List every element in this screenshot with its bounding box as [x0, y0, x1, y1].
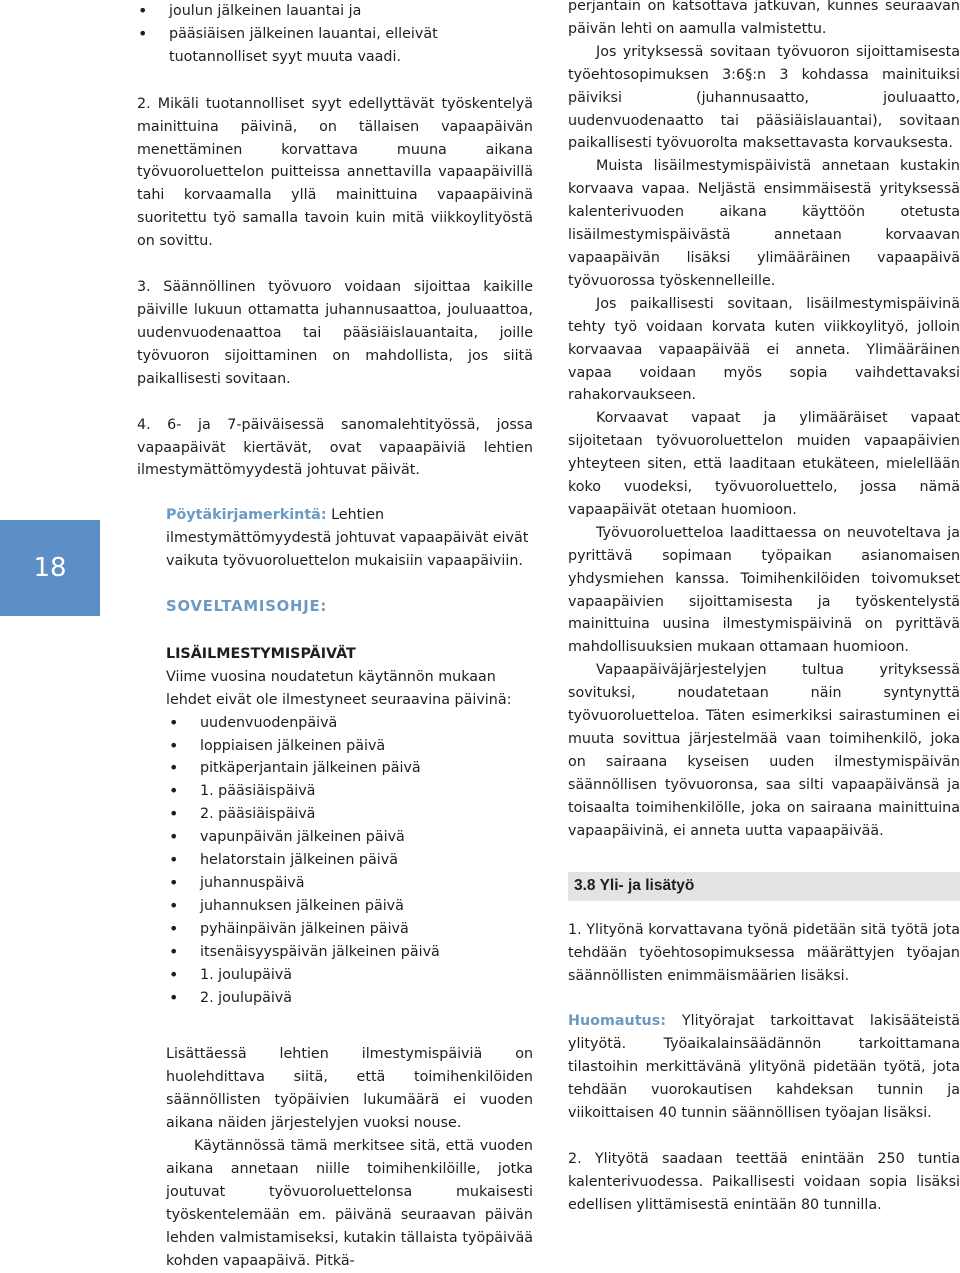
- minutes-note: [166, 504, 533, 573]
- list-item: • 2. joulupäivä: [166, 987, 533, 1010]
- list-item: • 2. pääsiäispäivä: [166, 803, 533, 826]
- list-item: • pääsiäisen jälkeinen lauantai, elleivät tuotannolliset syyt muuta vaadi.: [135, 23, 533, 69]
- paragraph: Työvuoroluetteloa laadittaessa on neuvoteltava ja pyrittävä sopimaan työpaikan asianomaisen yhdysmiehen kanssa. Toimihenkilöiden toivomukset vapaapäivien sijoittamisesta ja työskentelystä mainittuina uusina ilmestymispäivinä on pyrittävä mahdollisuuksien mukaan ottamaan huomioon.: [568, 524, 960, 656]
- paragraph: Jos paikallisesti sovitaan, lisäilmestymispäivinä tehty työ voidaan korvata kuten viikkoylityö, jolloin korvaavaa vapaapäivää ei anneta. Ylimääräinen vapaa voidaan myös sopia vaihdettavaksi rahakorvaukseen.: [568, 295, 960, 404]
- list-item: • loppiaisen jälkeinen päivä: [166, 735, 533, 758]
- paragraph: perjantain on katsottava jatkuvan, kunnes seuraavan päivän lehti on aamulla valmistettu.: [568, 0, 960, 37]
- list-item: • pitkäperjantain jälkeinen päivä: [166, 757, 533, 780]
- left-column: [137, 0, 533, 1273]
- paragraph: 1. Ylityönä korvattavana työnä pidetään sitä työtä jota tehdään työehtosopimuksessa määrättyjen työajan säännöllisten enimmäismäärien lisäksi.: [568, 922, 960, 985]
- paragraph: Vapaapäiväjärjestelyjen tultua yrityksessä sovituksi, noudatetaan näin syntynyttä työvuoroluetteloa. Täten esimerkiksi sairastuminen ei muuta sovittua järjestelmää vaan toimihenkilö, joka on sairaana kyseisen uuden ilmestymispäivän säännöllisen työvuoronsa, saa silti vapaapäivänsä ja toisaalta toimihenkilölle, joka on sairaana mainittuina vapaapäivinä, ei anneta uutta vapaapäivää.: [568, 662, 960, 839]
- after-list-paragraph: Lisättäessä lehtien ilmestymispäiviä on huolehdittava siitä, että toimihenkilöiden säännöllisten työpäivien lukumäärä ei vuoden aikana näiden järjestelyjen vuoksi nouse.: [166, 1046, 533, 1132]
- note-text: Ylityörajat tarkoittavat lakisääteistä ylityötä. Työaikalainsäädännön tarkoittamana tilastoihin merkittävänä ylityönä pidetään työtä, jota tehdään vuorokautisen kahdeksan tunnin ja viikoittaisen 40 tunnin säännöllisen työajan lisäksi.: [568, 1013, 960, 1121]
- section-title-box: [568, 872, 960, 902]
- paragraph-2: 2. Mikäli tuotannolliset syyt edellyttävät työskentelyä mainittuina päivinä, on tällaisen vapaapäivän menettäminen korvattava muuna aikana työvuoroluettelon puitteissa annettavilla vapaapäivillä tahi korvaamalla yllä mainittuina vapaapäivinä suoritettu työ samalla tavoin kuin mitä viikkoylityöstä on sovittu.: [137, 95, 533, 250]
- note-text: Lehtien ilmestymättömyydestä johtuvat vapaapäivät eivät vaikuta työvuoroluettelon mukaisiin vapaapäiviin.: [166, 507, 529, 570]
- paragraph: Korvaavat vapaat ja ylimääräiset vapaat sijoitetaan työvuoroluettelon muiden vapaapäivien yhteyteen siten, että laaditaan etukäteen, mielellään koko vuodeksi, työvuoroluettelo, jossa nämä vapaapäivät otetaan huomioon.: [568, 410, 960, 518]
- section-title: 3.8 Yli- ja lisätyö: [574, 876, 695, 894]
- paragraph: 2. Ylityötä saadaan teettää enintään 250 tuntia kalenterivuodessa. Paikallisesti voidaan sopia lisäksi edellisen ylittämisestä enintään 80 tunnilla.: [568, 1150, 960, 1213]
- list-item: • juhannuksen jälkeinen päivä: [166, 895, 533, 918]
- intro-text: Viime vuosina noudatetun käytännön mukaan lehdet eivät ole ilmestyneet seuraavina päivinä:: [166, 668, 512, 708]
- list-item: • pyhäinpäivän jälkeinen päivä: [166, 918, 533, 941]
- list-item: • joulun jälkeinen lauantai ja: [135, 0, 533, 23]
- after-list-paragraph-2: Käytännössä tämä merkitsee sitä, että vuoden aikana annetaan niille toimihenkilöille, jotka joutuvat työvuoroluettelonsa mukaisesti työskentelemään em. päivänä seuraavan päivän lehden valmistamiseksi, kutakin tällaista työpäivää kohden vapaapäivä. Pitkä-: [166, 1138, 533, 1269]
- list-item: • uudenvuodenpäivä: [166, 712, 533, 735]
- right-column: [568, 0, 960, 1216]
- subheading: LISÄILMESTYMISPÄIVÄT: [166, 645, 356, 662]
- top-bullet-list: [135, 0, 533, 69]
- paragraph-4: 4. 6- ja 7-päiväisessä sanomalehtityössä, jossa vapaapäivät kiertävät, ovat vapaapäiviä lehtien ilmestymättömyydestä johtuvat päivät.: [137, 416, 533, 479]
- note-label: Huomautus:: [568, 1013, 666, 1030]
- note-label: Pöytäkirjamerkintä:: [166, 507, 327, 524]
- page-number-tab: [0, 520, 100, 616]
- guide-heading: SOVELTAMISOHJE:: [166, 598, 328, 616]
- list-item: • juhannuspäivä: [166, 872, 533, 895]
- days-list: [166, 712, 533, 1010]
- paragraph: Muista lisäilmestymispäivistä annetaan kustakin korvaava vapaa. Neljästä ensimmäisestä yrityksessä kalenterivuoden aikana käyttöön otetusta lisäilmestymispäivästä annetaan korvaavan vapaapäivän lisäksi ylimääräinen vapaapäivä työvuorossa työskennelleille.: [568, 158, 960, 289]
- paragraph: Jos yrityksessä sovitaan työvuoron sijoittamisesta työehtosopimuksen 3:6§:n 3 kohdassa mainituiksi päiviksi (juhannusaatto, jouluaatto, uudenvuodenaatto tai pääsiäislauantai), sovitaan paikallisesti työvuorolta maksettavasta korvauksesta.: [568, 43, 960, 152]
- list-item: • itsenäisyyspäivän jälkeinen päivä: [166, 941, 533, 964]
- paragraph-3: 3. Säännöllinen työvuoro voidaan sijoittaa kaikille päiville lukuun ottamatta juhannusaattoa, jouluaattoa, uudenvuodenaattoa tai pääsiäislauantaita, joille työvuoron sijoittaminen on mahdollista, jos siitä paikallisesti sovitaan.: [137, 279, 533, 387]
- overtime-note: [568, 1010, 960, 1125]
- list-item: • 1. pääsiäispäivä: [166, 780, 533, 803]
- page-number: 18: [33, 552, 67, 583]
- list-item: • helatorstain jälkeinen päivä: [166, 849, 533, 872]
- list-item: • 1. joulupäivä: [166, 964, 533, 987]
- list-item: • vapunpäivän jälkeinen päivä: [166, 826, 533, 849]
